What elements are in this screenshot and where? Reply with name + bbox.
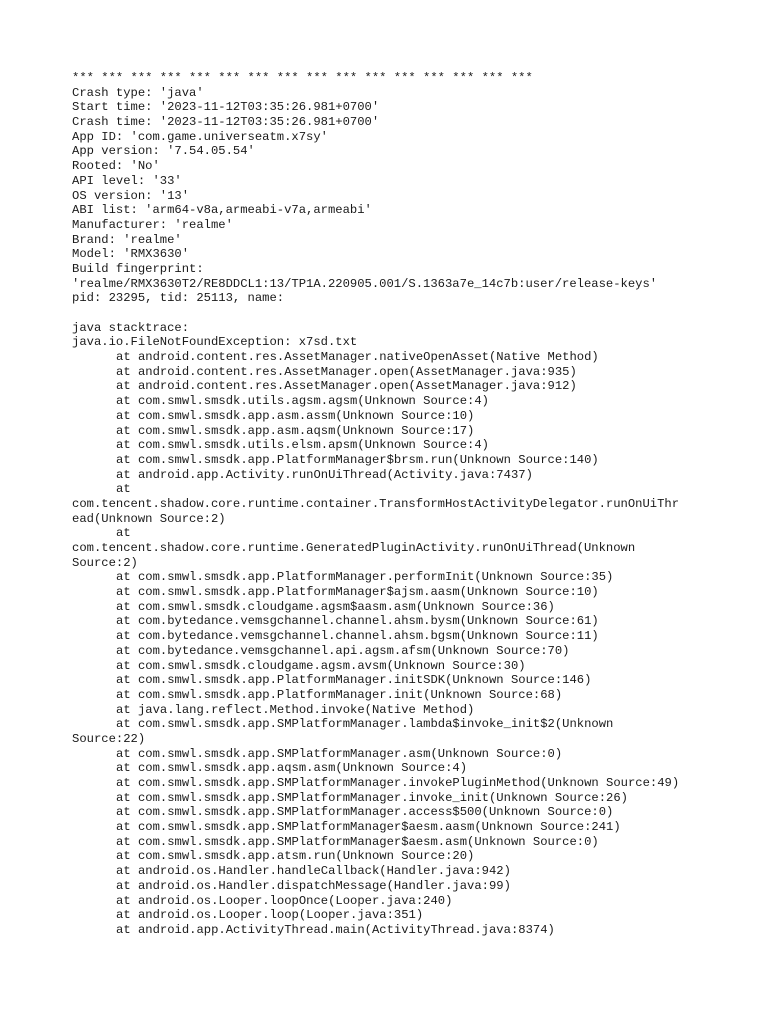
rooted: Rooted: 'No' — [72, 159, 160, 174]
stack-frame: at android.os.Looper.loop(Looper.java:351) — [116, 908, 424, 923]
wrapped-frame-line: com.tencent.shadow.core.runtime.container.TransformHostActivityDelegator.runOnUiThr — [72, 496, 680, 511]
build-fingerprint-label: Build fingerprint: — [72, 261, 204, 276]
separator-line: *** *** *** *** *** *** *** *** *** *** *** *** *** *** *** *** — [72, 71, 533, 85]
start-time: Start time: '2023-11-12T03:35:26.981+0700' — [72, 100, 380, 115]
stack-frame: at com.smwl.smsdk.app.SMPlatformManager.lambda$invoke_init$2(Unknown — [116, 717, 614, 732]
stack-frame: at android.content.res.AssetManager.open(AssetManager.java:935) — [116, 364, 577, 379]
stack-frame: at com.smwl.smsdk.app.PlatformManager$ajsm.aasm(Unknown Source:10) — [116, 585, 599, 600]
blank-line — [72, 306, 712, 321]
stack-frames-c — [72, 747, 712, 938]
stack-frame: at android.content.res.AssetManager.open(AssetManager.java:912) — [116, 379, 577, 394]
stack-frame: at — [116, 482, 131, 497]
stack-frame: at android.os.Handler.dispatchMessage(Handler.java:99) — [116, 878, 511, 893]
stack-frame: at com.smwl.smsdk.app.SMPlatformManager$aesm.aasm(Unknown Source:241) — [116, 820, 621, 835]
stack-frame: at com.smwl.smsdk.app.SMPlatformManager.invoke_init(Unknown Source:26) — [116, 790, 628, 805]
stack-frame: at — [116, 526, 131, 541]
app-version: App version: '7.54.05.54' — [72, 144, 255, 159]
api-level: API level: '33' — [72, 173, 182, 188]
process-info: pid: 23295, tid: 25113, name: — [72, 291, 285, 306]
stack-frame: at com.smwl.smsdk.cloudgame.agsm$aasm.asm(Unknown Source:36) — [116, 599, 555, 614]
stack-frame: at java.lang.reflect.Method.invoke(Native Method) — [116, 702, 475, 717]
exception-line: java.io.FileNotFoundException: x7sd.txt — [72, 335, 358, 350]
stack-frame: at com.smwl.smsdk.app.SMPlatformManager.invokePluginMethod(Unknown Source:49) — [116, 776, 680, 790]
stack-frame: at com.smwl.smsdk.app.PlatformManager.initSDK(Unknown Source:146) — [116, 673, 592, 688]
stack-frame: at com.smwl.smsdk.utils.elsm.apsm(Unknown Source:4) — [116, 438, 489, 453]
stack-frame: at android.app.ActivityThread.main(ActivityThread.java:8374) — [116, 922, 555, 937]
manufacturer: Manufacturer: 'realme' — [72, 217, 233, 232]
stack-frame: at com.bytedance.vemsgchannel.api.agsm.afsm(Unknown Source:70) — [116, 643, 570, 658]
stack-frame: at com.smwl.smsdk.app.atsm.run(Unknown Source:20) — [116, 849, 475, 864]
wrapped-frame-line: ead(Unknown Source:2) — [72, 511, 226, 526]
stack-frame: at android.os.Looper.loopOnce(Looper.java:240) — [116, 893, 453, 908]
stack-frame: at com.smwl.smsdk.utils.agsm.agsm(Unknown Source:4) — [116, 394, 489, 409]
crash-log — [72, 71, 712, 938]
wrapped-frame-line: Source:2) — [72, 555, 138, 570]
stack-frame: at com.smwl.smsdk.app.PlatformManager.init(Unknown Source:68) — [116, 687, 563, 702]
brand: Brand: 'realme' — [72, 232, 182, 247]
stacktrace-label: java stacktrace: — [72, 320, 190, 335]
model: Model: 'RMX3630' — [72, 247, 190, 262]
stack-frame: at com.smwl.smsdk.app.SMPlatformManager$aesm.asm(Unknown Source:0) — [116, 834, 599, 849]
stack-frame: at com.bytedance.vemsgchannel.channel.ahsm.bgsm(Unknown Source:11) — [116, 629, 599, 644]
stack-frame: at com.smwl.smsdk.app.SMPlatformManager.access$500(Unknown Source:0) — [116, 805, 614, 820]
stack-frame: at android.app.Activity.runOnUiThread(Activity.java:7437) — [116, 467, 533, 482]
stack-frame: at com.smwl.smsdk.app.PlatformManager.performInit(Unknown Source:35) — [116, 570, 614, 585]
stack-frame: at android.os.Handler.handleCallback(Handler.java:942) — [116, 864, 511, 879]
stack-frame: at android.content.res.AssetManager.nativeOpenAsset(Native Method) — [116, 350, 599, 365]
crash-type: Crash type: 'java' — [72, 85, 204, 100]
os-version: OS version: '13' — [72, 188, 190, 203]
stack-frames-a — [72, 350, 712, 497]
wrapped-frame-line: com.tencent.shadow.core.runtime.GeneratedPluginActivity.runOnUiThread(Unknown — [72, 541, 636, 555]
stack-frame: at com.bytedance.vemsgchannel.channel.ahsm.bysm(Unknown Source:61) — [116, 614, 599, 629]
stack-frame: at com.smwl.smsdk.app.aqsm.asm(Unknown Source:4) — [116, 761, 468, 776]
stack-frame: at com.smwl.smsdk.cloudgame.agsm.avsm(Unknown Source:30) — [116, 658, 526, 673]
app-id: App ID: 'com.game.universeatm.x7sy' — [72, 129, 328, 144]
stack-frame: at com.smwl.smsdk.app.asm.aqsm(Unknown Source:17) — [116, 423, 475, 438]
wrapped-frame-line: Source:22) — [72, 731, 146, 746]
abi-list: ABI list: 'arm64-v8a,armeabi-v7a,armeabi' — [72, 203, 372, 218]
build-fingerprint-value: 'realme/RMX3630T2/RE8DDCL1:13/TP1A.220905.001/S.1363a7e_14c7b:user/release-keys' — [72, 276, 658, 291]
stack-frame: at com.smwl.smsdk.app.PlatformManager$brsm.run(Unknown Source:140) — [116, 452, 599, 467]
crash-time: Crash time: '2023-11-12T03:35:26.981+0700' — [72, 115, 380, 130]
header-block — [72, 86, 712, 306]
stack-frame: at com.smwl.smsdk.app.asm.assm(Unknown Source:10) — [116, 408, 475, 423]
stack-frame: at com.smwl.smsdk.app.SMPlatformManager.asm(Unknown Source:0) — [116, 746, 563, 761]
stack-frames-b — [72, 570, 712, 732]
